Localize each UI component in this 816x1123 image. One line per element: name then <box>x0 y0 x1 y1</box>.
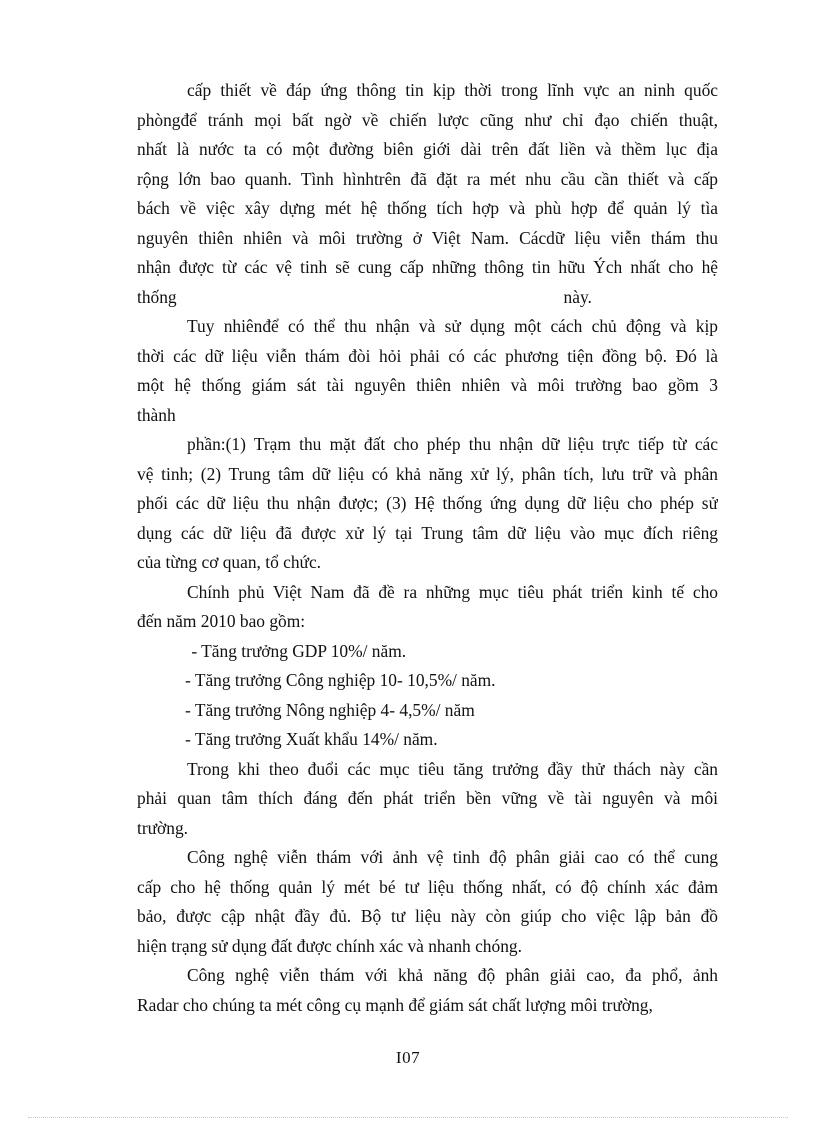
text-line: Chính phủ Việt Nam đã đề ra những mục tiêu phát triển kinh tế cho <box>187 581 718 602</box>
text-line: đến năm 2010 bao gồm: <box>137 611 306 631</box>
text-line: cấp cho hệ thống quản lý mét bé tư liệu thống nhất, có độ chính xác đảm <box>137 876 718 897</box>
text-line: thống này. <box>137 286 592 307</box>
text-line: Công nghệ viễn thám với khả năng độ phân giải cao, đa phổ, ảnh <box>187 965 718 985</box>
text-line: rộng lớn bao quanh. Tình hìnhtrên đã đặt ra mét nhu cầu cần thiết và cấp <box>137 168 718 189</box>
text-line: thời các dữ liệu viễn thám đòi hỏi phải có các phương tiện đồng bộ. Đó là <box>137 345 718 366</box>
page-number: I07 <box>395 1048 421 1067</box>
text-line: bảo, được cập nhật đầy đủ. Bộ tư liệu này còn giúp cho việc lập bản đồ <box>137 906 718 926</box>
list-item: - Tăng trưởng Nông nghiệp 4- 4,5%/ năm <box>185 699 475 720</box>
list-item: - Tăng trưởng Công nghiệp 10- 10,5%/ năm. <box>185 670 496 690</box>
body-text <box>137 76 718 1020</box>
text-line: bách về việc xây dựng mét hệ thống tích hợp và phù hợp để quản lý tìa <box>137 198 718 218</box>
text-line: nhận được từ các vệ tinh sẽ cung cấp những thông tin hữu Ých nhất cho hệ <box>137 257 718 277</box>
text-line: Tuy nhiênđể có thể thu nhận và sử dụng một cách chủ động và kịp <box>187 316 718 336</box>
text-line: Radar cho chúng ta mét công cụ mạnh để giám sát chất lượng môi trường, <box>137 994 653 1015</box>
text-line: nguyên thiên nhiên và môi trường ở Việt Nam. Cácdữ liệu viễn thám thu <box>137 227 718 248</box>
text-line: một hệ thống giám sát tài nguyên thiên nhiên và môi trường bao gồm 3 <box>137 375 718 395</box>
text-line: phần:(1) Trạm thu mặt đất cho phép thu nhận dữ liệu trực tiếp từ các <box>187 434 718 454</box>
text-line: phải quan tâm thích đáng đến phát triển bền vững về tài nguyên và môi <box>137 788 718 808</box>
text-line: trường. <box>137 817 188 838</box>
text-line: Công nghệ viễn thám với ảnh vệ tinh độ phân giải cao có thể cung <box>187 847 718 867</box>
text-line: thành <box>137 404 176 425</box>
text-line: hiện trạng sử dụng đất được chính xác và nhanh chóng. <box>137 935 522 956</box>
text-line: Trong khi theo đuổi các mục tiêu tăng trưởng đầy thử thách này cần <box>187 758 718 779</box>
list-item: - Tăng trưởng GDP 10%/ năm. <box>187 640 407 661</box>
page-divider <box>28 1117 788 1118</box>
text-line: nhất là nước ta có một đường biên giới dài trên đất liền và thềm lục địa <box>137 139 718 159</box>
text-line: vệ tinh; (2) Trung tâm dữ liệu có khả năng xử lý, phân tích, lưu trữ và phân <box>137 463 718 484</box>
text-line: phối các dữ liệu thu nhận được; (3) Hệ thống ứng dụng dữ liệu cho phép sử <box>137 493 718 513</box>
text-line: dụng các dữ liệu đã được xử lý tại Trung tâm dữ liệu vào mục đích riêng <box>137 522 718 543</box>
list-item: - Tăng trưởng Xuất khẩu 14%/ năm. <box>185 729 438 749</box>
text-line: phòngđể tránh mọi bất ngờ về chiến lược cũng như chỉ đạo chiến thuật, <box>137 109 718 130</box>
text-line: của từng cơ quan, tổ chức. <box>137 552 322 572</box>
text-line: cấp thiết về đáp ứng thông tin kịp thời trong lĩnh vực an ninh quốc <box>187 80 718 100</box>
